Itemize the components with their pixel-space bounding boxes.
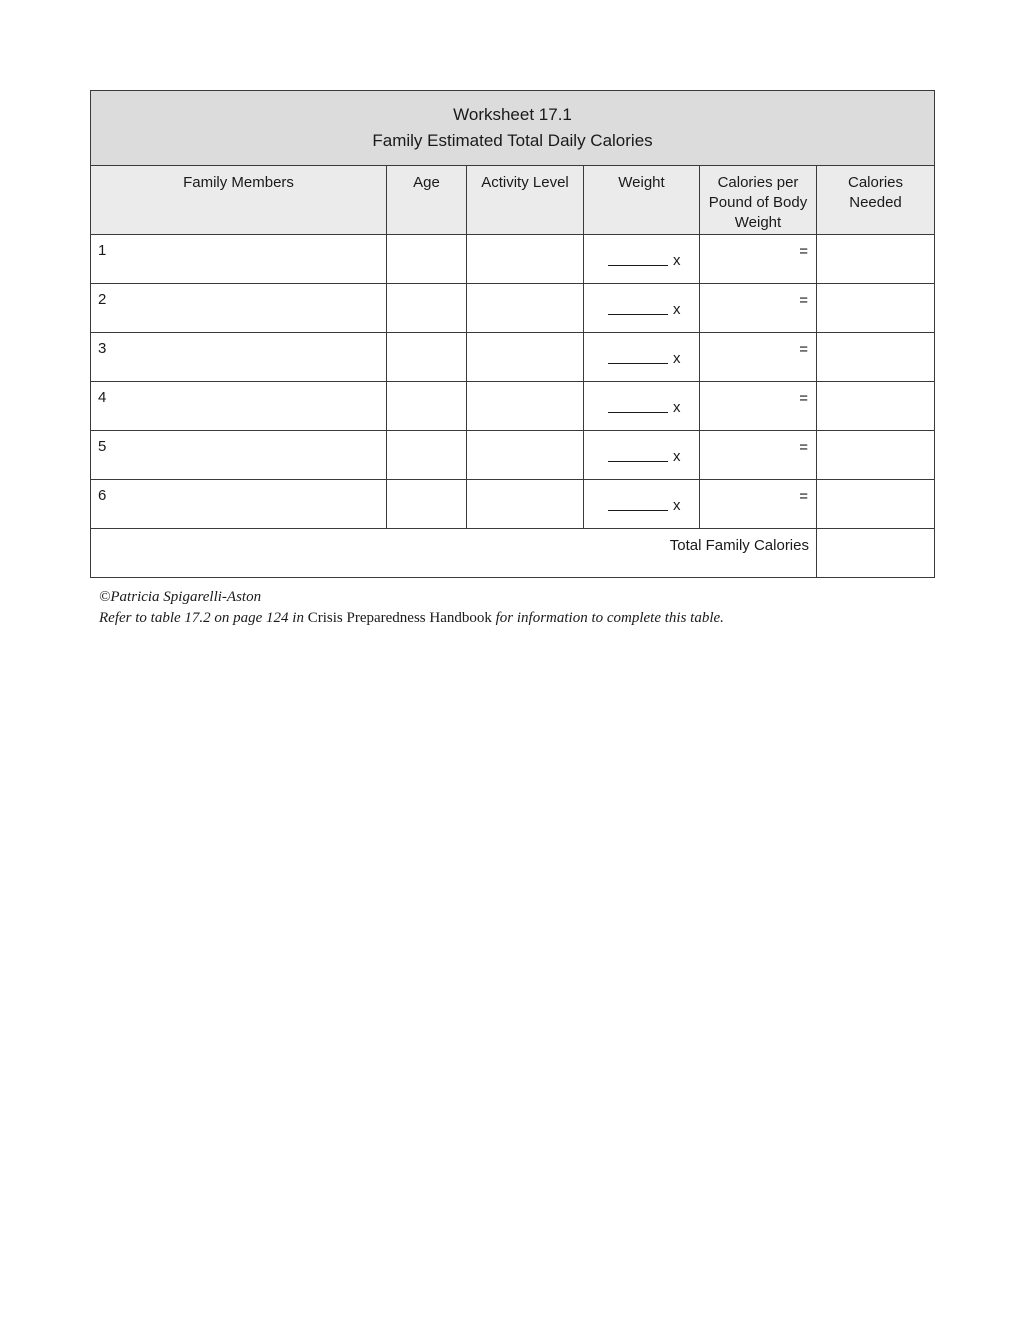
table-row	[91, 480, 935, 529]
weight-cell[interactable]	[584, 431, 700, 480]
equals-sign: =	[799, 488, 808, 505]
total-family-calories-label: Total Family Calories	[669, 537, 809, 554]
row-number: 2	[98, 291, 107, 308]
calories-needed-cell[interactable]	[817, 382, 935, 431]
equals-sign: =	[799, 292, 808, 309]
total-calories-cell[interactable]	[817, 529, 935, 578]
calories-needed-cell[interactable]	[817, 480, 935, 529]
family-member-cell[interactable]	[91, 284, 387, 333]
calories-needed-cell[interactable]	[817, 333, 935, 382]
header-weight: Weight	[584, 166, 700, 235]
table-row	[91, 284, 935, 333]
weight-cell[interactable]	[584, 382, 700, 431]
calories-per-pound-cell[interactable]	[700, 480, 817, 529]
age-cell[interactable]	[387, 333, 467, 382]
age-cell[interactable]	[387, 480, 467, 529]
footnote	[99, 587, 724, 629]
table-row	[91, 431, 935, 480]
activity-level-cell[interactable]	[467, 333, 584, 382]
worksheet-table	[90, 90, 935, 578]
weight-blank: x	[608, 301, 681, 318]
calories-per-pound-cell[interactable]	[700, 382, 817, 431]
row-number: 5	[98, 438, 107, 455]
age-cell[interactable]	[387, 382, 467, 431]
equals-sign: =	[799, 243, 808, 260]
header-age: Age	[387, 166, 467, 235]
age-cell[interactable]	[387, 235, 467, 284]
equals-sign: =	[799, 439, 808, 456]
weight-blank: x	[608, 350, 681, 367]
table-row	[91, 235, 935, 284]
equals-sign: =	[799, 390, 808, 407]
activity-level-cell[interactable]	[467, 382, 584, 431]
row-number: 4	[98, 389, 107, 406]
calories-needed-cell[interactable]	[817, 431, 935, 480]
weight-blank: x	[608, 497, 681, 514]
table-row	[91, 333, 935, 382]
family-member-cell[interactable]	[91, 431, 387, 480]
weight-cell[interactable]	[584, 284, 700, 333]
calories-needed-cell[interactable]	[817, 284, 935, 333]
total-row	[91, 529, 935, 578]
calories-per-pound-cell[interactable]	[700, 284, 817, 333]
header-family-members: Family Members	[91, 166, 387, 235]
age-cell[interactable]	[387, 431, 467, 480]
header-calories-needed: Calories Needed	[817, 166, 935, 235]
book-title: Crisis Preparedness Handbook	[307, 610, 492, 626]
calories-per-pound-cell[interactable]	[700, 431, 817, 480]
row-number: 6	[98, 487, 107, 504]
activity-level-cell[interactable]	[467, 480, 584, 529]
calories-per-pound-cell[interactable]	[700, 333, 817, 382]
header-activity-level: Activity Level	[467, 166, 584, 235]
calories-needed-cell[interactable]	[817, 235, 935, 284]
table-row	[91, 382, 935, 431]
calories-per-pound-cell[interactable]	[700, 235, 817, 284]
activity-level-cell[interactable]	[467, 284, 584, 333]
copyright-line: ©Patricia Spigarelli-Aston	[99, 589, 262, 605]
row-number: 1	[98, 242, 107, 259]
activity-level-cell[interactable]	[467, 431, 584, 480]
worksheet-title	[91, 91, 935, 166]
weight-cell[interactable]	[584, 480, 700, 529]
age-cell[interactable]	[387, 284, 467, 333]
family-member-cell[interactable]	[91, 480, 387, 529]
family-member-cell[interactable]	[91, 235, 387, 284]
equals-sign: =	[799, 341, 808, 358]
worksheet-number: Worksheet 17.1	[453, 105, 572, 124]
family-member-cell[interactable]	[91, 382, 387, 431]
worksheet-subtitle: Family Estimated Total Daily Calories	[372, 131, 653, 150]
header-calories-per-pound: Calories per Pound of Body Weight	[700, 166, 817, 235]
weight-blank: x	[608, 399, 681, 416]
activity-level-cell[interactable]	[467, 235, 584, 284]
reference-line: Refer to table 17.2 on page 124 in Crisis Preparedness Handbook for information to complete this table.	[99, 610, 724, 626]
weight-blank: x	[608, 448, 681, 465]
weight-cell[interactable]	[584, 235, 700, 284]
family-member-cell[interactable]	[91, 333, 387, 382]
weight-blank: x	[608, 252, 681, 269]
row-number: 3	[98, 340, 107, 357]
weight-cell[interactable]	[584, 333, 700, 382]
total-label-cell	[91, 529, 817, 578]
